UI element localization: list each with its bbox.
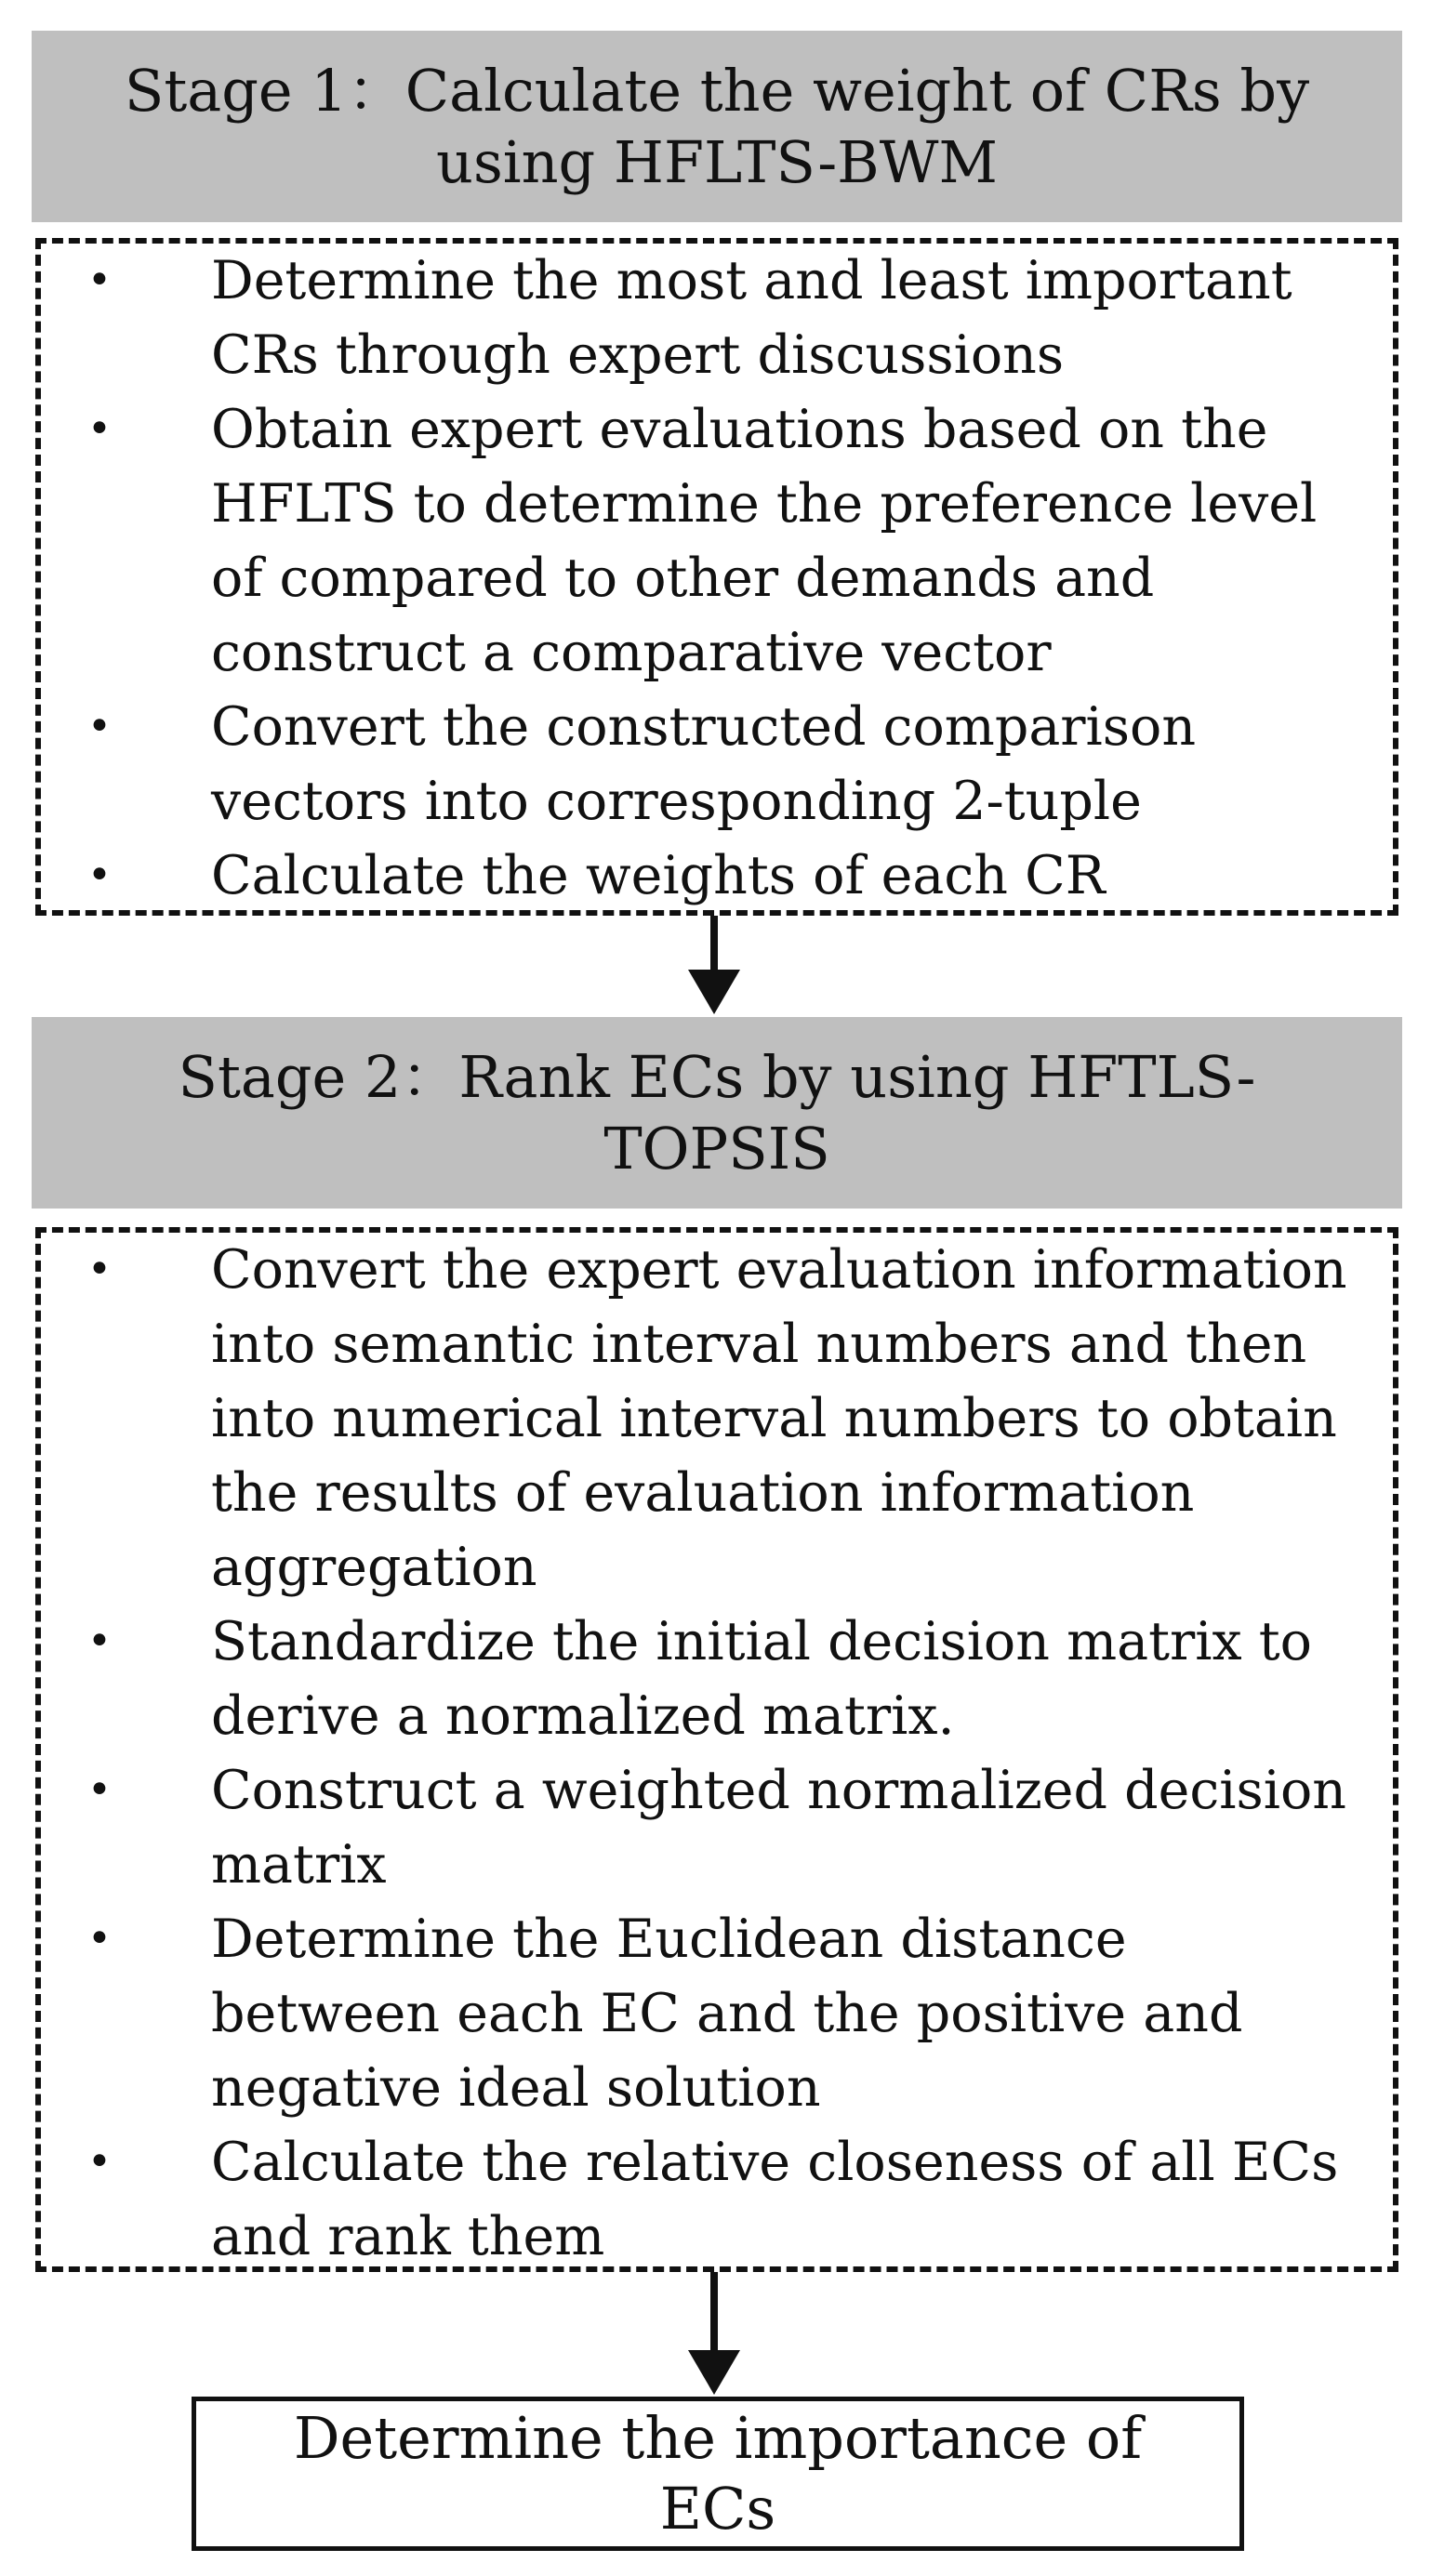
stage1-header: Stage 1：Calculate the weight of CRs by using HFLTS-BWM	[32, 31, 1402, 222]
stage1-step	[41, 690, 1393, 839]
bullet-icon: •	[87, 703, 112, 750]
stage2-step-text: Standardize the initial decision matrix to derive a normalized matrix.	[211, 1611, 1312, 1747]
stage1-step-text: Calculate the weights of each CR	[211, 845, 1106, 906]
bullet-icon: •	[87, 1246, 112, 1293]
stage1-step-text: Obtain expert evaluations based on the HFLTS to determine the preference level of compared to other demands and construct a comparative vector	[211, 399, 1318, 683]
result-box: Determine the importance of ECs	[192, 2397, 1244, 2551]
bullet-icon: •	[87, 257, 112, 304]
stage1-step-list	[41, 244, 1393, 913]
stage1-step-text: Convert the constructed comparison vectors into corresponding 2-tuple	[211, 696, 1197, 832]
stage2-step	[41, 1605, 1393, 1753]
stage1-steps-box	[35, 238, 1398, 916]
stage2-step	[41, 1902, 1393, 2125]
stage2-step-text: Calculate the relative closeness of all ECs and rank them	[211, 2132, 1339, 2267]
bullet-icon: •	[87, 1618, 112, 1665]
stage2-step	[41, 1753, 1393, 1902]
bullet-icon: •	[87, 852, 112, 899]
stage2-step-text: Determine the Euclidean distance between each EC and the positive and negative ideal solution	[211, 1909, 1243, 2119]
down-arrow-icon	[686, 916, 742, 1017]
stage1-step	[41, 392, 1393, 690]
stage1-step	[41, 244, 1393, 392]
stage1-step-text: Determine the most and least important CRs through expert discussions	[211, 250, 1292, 386]
bullet-icon: •	[87, 2138, 112, 2186]
bullet-icon: •	[87, 1915, 112, 1962]
down-arrow-icon	[686, 2272, 742, 2398]
stage2-header: Stage 2：Rank ECs by using HFTLS-TOPSIS	[32, 1017, 1402, 1209]
stage2-steps-box	[35, 1227, 1398, 2272]
stage2-step-list	[41, 1233, 1393, 2274]
bullet-icon: •	[87, 1766, 112, 1814]
stage1-step	[41, 839, 1393, 913]
stage2-step	[41, 2125, 1393, 2274]
stage2-step-text: Construct a weighted normalized decision matrix	[211, 1760, 1347, 1896]
bullet-icon: •	[87, 405, 112, 453]
stage2-step	[41, 1233, 1393, 1605]
stage2-step-text: Convert the expert evaluation information into semantic interval numbers and then into numerical interval numbers to obtain the results of evaluation information aggregation	[211, 1239, 1347, 1598]
